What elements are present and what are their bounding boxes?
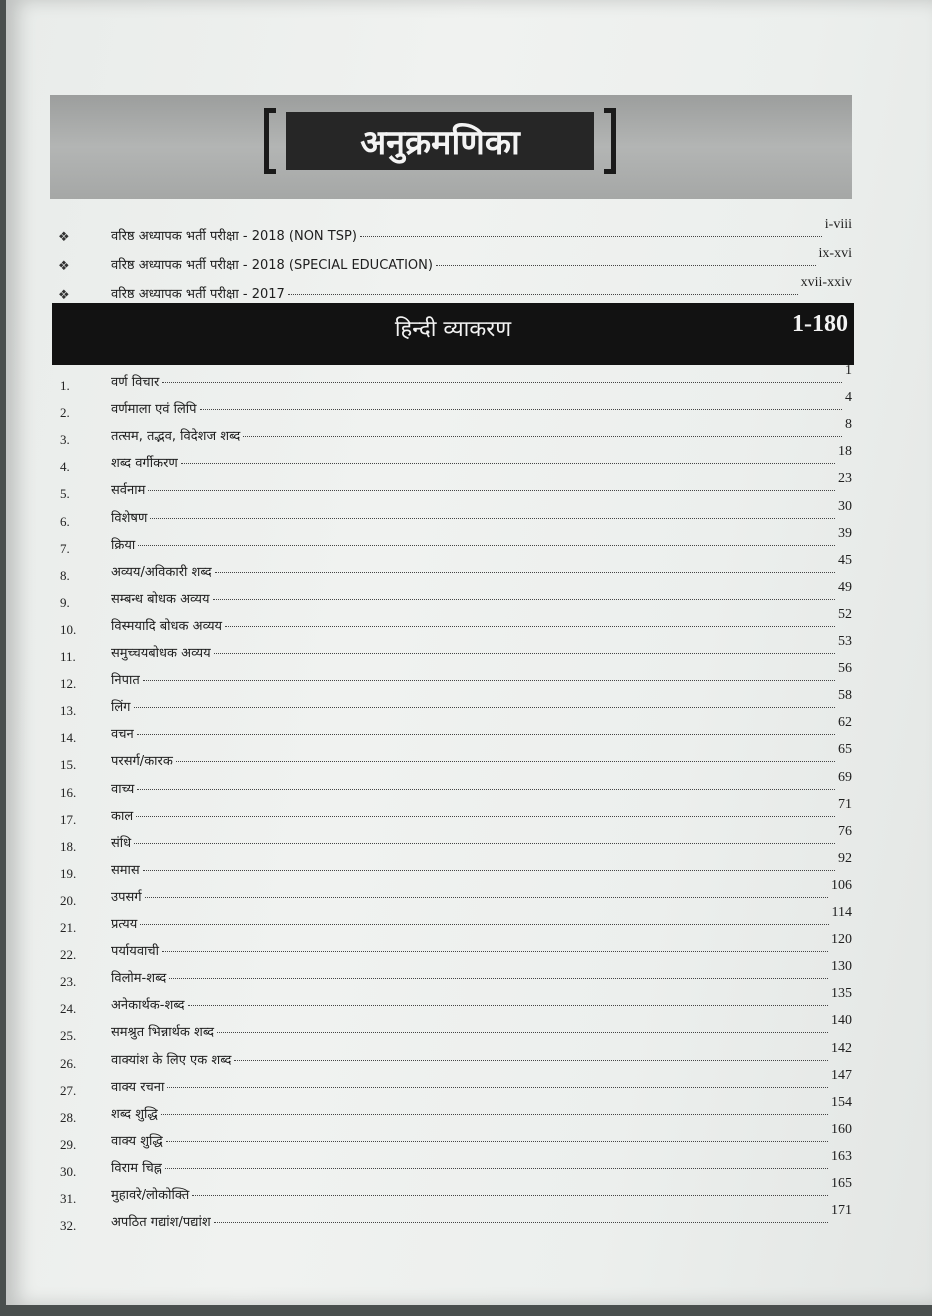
toc-entry-label: विस्मयादि बोधक अव्यय bbox=[111, 619, 223, 634]
chapter-number: 10. bbox=[60, 622, 77, 637]
chapter-row bbox=[6, 715, 866, 748]
toc-entry bbox=[111, 275, 852, 303]
chapter-row bbox=[6, 824, 866, 857]
chapter-number: 25. bbox=[60, 1028, 77, 1043]
toc-page-number: 23 bbox=[838, 471, 852, 486]
toc-entry-label: सम्बन्ध बोधक अव्यय bbox=[111, 592, 210, 607]
toc-page-number: 147 bbox=[831, 1068, 852, 1083]
toc-page-number: 114 bbox=[831, 905, 852, 920]
toc-entry-label: वर्ण विचार bbox=[111, 375, 160, 390]
chapter-row bbox=[6, 932, 866, 965]
toc-entry-label: वाक्य रचना bbox=[111, 1080, 165, 1095]
dot-leader bbox=[217, 1032, 828, 1033]
chapter-row bbox=[6, 390, 866, 423]
chapter-row bbox=[6, 1122, 866, 1155]
toc-entry-label: प्रत्यय bbox=[111, 917, 138, 932]
dot-leader bbox=[150, 518, 835, 519]
dot-leader bbox=[214, 1222, 828, 1223]
dot-leader bbox=[134, 707, 835, 708]
toc-page-number: 62 bbox=[838, 715, 852, 730]
toc-entry bbox=[111, 1149, 852, 1177]
dot-leader bbox=[134, 843, 835, 844]
chapter-number: 23. bbox=[60, 974, 77, 989]
toc-entry-label: परसर्ग/कारक bbox=[111, 754, 173, 769]
toc-page-number: 130 bbox=[831, 959, 852, 974]
dot-leader bbox=[162, 382, 842, 383]
toc-page-number: 71 bbox=[838, 797, 852, 812]
chapter-number: 31. bbox=[60, 1191, 77, 1206]
intro-item-row bbox=[6, 246, 866, 279]
toc-entry-label: तत्सम, तद्भव, विदेशज शब्द bbox=[111, 429, 241, 444]
dot-leader bbox=[162, 951, 828, 952]
chapter-number: 29. bbox=[60, 1137, 77, 1152]
toc-entry-label: मुहावरे/लोकोक्ति bbox=[111, 1188, 190, 1203]
chapter-row bbox=[6, 1068, 866, 1101]
chapter-row bbox=[6, 878, 866, 911]
toc-entry bbox=[111, 363, 852, 391]
toc-entry-label: संधि bbox=[111, 836, 132, 851]
chapter-row bbox=[6, 959, 866, 992]
toc-page-number: 69 bbox=[838, 770, 852, 785]
toc-entry-label: अपठित गद्यांश/पद्यांश bbox=[111, 1215, 211, 1230]
chapter-row bbox=[6, 1203, 866, 1236]
toc-page-number: i-viii bbox=[824, 217, 852, 232]
toc-entry-label: उपसर्ग bbox=[111, 890, 142, 905]
dot-leader bbox=[167, 1087, 828, 1088]
toc-page-number: 65 bbox=[838, 742, 852, 757]
diamond-bullet-icon: ❖ bbox=[58, 259, 70, 274]
dot-leader bbox=[169, 978, 828, 979]
dot-leader bbox=[165, 1168, 828, 1169]
toc-entry bbox=[111, 1068, 852, 1096]
chapter-row bbox=[6, 797, 866, 830]
toc-entry-label: अनेकार्थक-शब्द bbox=[111, 998, 185, 1013]
dot-leader bbox=[181, 463, 835, 464]
dot-leader bbox=[192, 1195, 828, 1196]
chapter-row bbox=[6, 661, 866, 694]
section-title: हिन्दी व्याकरण bbox=[394, 317, 512, 342]
dot-leader bbox=[360, 236, 822, 237]
toc-page-number: 1 bbox=[845, 363, 852, 378]
chapter-number: 9. bbox=[60, 595, 70, 610]
dot-leader bbox=[137, 789, 835, 790]
chapter-number: 15. bbox=[60, 757, 77, 772]
dot-leader bbox=[176, 761, 835, 762]
chapter-number: 32. bbox=[60, 1218, 77, 1233]
chapter-number: 26. bbox=[60, 1056, 77, 1071]
toc-entry bbox=[111, 1122, 852, 1150]
toc-entry-label: वरिष्ठ अध्यापक भर्ती परीक्षा - 2018 (NON TSP) bbox=[111, 229, 357, 244]
toc-entry bbox=[111, 959, 852, 987]
dot-leader bbox=[225, 626, 835, 627]
title-box bbox=[264, 108, 616, 174]
toc-page-number: 135 bbox=[831, 986, 852, 1001]
dot-leader bbox=[161, 1114, 828, 1115]
dot-leader bbox=[436, 265, 816, 266]
toc-entry bbox=[111, 742, 852, 770]
toc-page-number: 140 bbox=[831, 1013, 852, 1028]
toc-entry-label: शब्द वर्गीकरण bbox=[111, 456, 178, 471]
toc-page-number: 49 bbox=[838, 580, 852, 595]
toc-entry-label: शब्द शुद्धि bbox=[111, 1107, 158, 1122]
dot-leader bbox=[138, 545, 835, 546]
chapter-number: 6. bbox=[60, 514, 70, 529]
chapter-row bbox=[6, 1149, 866, 1182]
toc-entry-label: वाच्य bbox=[111, 782, 135, 797]
toc-entry bbox=[111, 471, 852, 499]
dot-leader bbox=[213, 599, 835, 600]
toc-entry-label: विराम चिह्न bbox=[111, 1161, 162, 1176]
dot-leader bbox=[136, 816, 835, 817]
toc-page-number: 30 bbox=[838, 499, 852, 514]
toc-entry bbox=[111, 1203, 852, 1231]
chapter-row bbox=[6, 444, 866, 477]
toc-entry-label: वाक्यांश के लिए एक शब्द bbox=[111, 1053, 232, 1068]
chapter-number: 7. bbox=[60, 541, 70, 556]
dot-leader bbox=[288, 294, 798, 295]
dot-leader bbox=[166, 1141, 828, 1142]
book-page bbox=[6, 0, 932, 1305]
chapter-number: 22. bbox=[60, 947, 77, 962]
chapter-number: 8. bbox=[60, 568, 70, 583]
toc-entry bbox=[111, 932, 852, 960]
toc-entry-label: अव्यय/अविकारी शब्द bbox=[111, 565, 212, 580]
chapter-number: 19. bbox=[60, 866, 77, 881]
toc-page-number: ix-xvi bbox=[818, 246, 852, 261]
intro-item-row bbox=[6, 217, 866, 250]
chapter-row bbox=[6, 580, 866, 613]
toc-entry bbox=[111, 553, 852, 581]
toc-entry bbox=[111, 797, 852, 825]
toc-page-number: 58 bbox=[838, 688, 852, 703]
toc-entry bbox=[111, 390, 852, 418]
chapter-number: 20. bbox=[60, 893, 77, 908]
toc-entry bbox=[111, 1013, 852, 1041]
dot-leader bbox=[234, 1060, 828, 1061]
toc-entry-label: समश्रुत भिन्नार्थक शब्द bbox=[111, 1025, 215, 1040]
toc-entry bbox=[111, 661, 852, 689]
dot-leader bbox=[145, 897, 828, 898]
toc-entry bbox=[111, 444, 852, 472]
chapter-number: 16. bbox=[60, 785, 77, 800]
chapter-number: 11. bbox=[60, 649, 76, 664]
toc-entry-label: सर्वनाम bbox=[111, 483, 146, 498]
toc-entry bbox=[111, 851, 852, 879]
toc-page-number: 8 bbox=[845, 417, 852, 432]
toc-entry bbox=[111, 688, 852, 716]
chapter-number: 28. bbox=[60, 1110, 77, 1125]
toc-page-number: xvii-xxiv bbox=[800, 275, 852, 290]
toc-page-number: 163 bbox=[831, 1149, 852, 1164]
dot-leader bbox=[140, 924, 828, 925]
dot-leader bbox=[143, 680, 835, 681]
toc-entry bbox=[111, 246, 852, 274]
toc-page-number: 52 bbox=[838, 607, 852, 622]
toc-entry bbox=[111, 580, 852, 608]
chapter-row bbox=[6, 499, 866, 532]
toc-page-number: 56 bbox=[838, 661, 852, 676]
toc-page-number: 76 bbox=[838, 824, 852, 839]
toc-entry bbox=[111, 499, 852, 527]
toc-entry-label: समुच्चयबोधक अव्यय bbox=[111, 646, 211, 661]
toc-entry-label: पर्यायवाची bbox=[111, 944, 160, 959]
chapter-row bbox=[6, 553, 866, 586]
chapter-row bbox=[6, 688, 866, 721]
dot-leader bbox=[243, 436, 842, 437]
toc-page-number: 165 bbox=[831, 1176, 852, 1191]
chapter-number: 30. bbox=[60, 1164, 77, 1179]
toc-page-number: 4 bbox=[845, 390, 852, 405]
chapter-number: 27. bbox=[60, 1083, 77, 1098]
page-title: अनुक्रमणिका bbox=[286, 112, 594, 170]
chapter-number: 14. bbox=[60, 730, 77, 745]
toc-entry-label: विलोम-शब्द bbox=[111, 971, 167, 986]
chapter-row bbox=[6, 471, 866, 504]
chapter-row bbox=[6, 905, 866, 938]
chapter-row bbox=[6, 363, 866, 396]
chapter-row bbox=[6, 607, 866, 640]
toc-entry bbox=[111, 417, 852, 445]
left-bracket bbox=[264, 108, 276, 174]
chapter-number: 1. bbox=[60, 378, 70, 393]
chapter-number: 17. bbox=[60, 812, 77, 827]
toc-entry-label: विशेषण bbox=[111, 511, 148, 526]
section-page-range: 1-180 bbox=[792, 311, 848, 337]
toc-entry-label: वरिष्ठ अध्यापक भर्ती परीक्षा - 2017 bbox=[111, 287, 285, 302]
chapter-number: 2. bbox=[60, 405, 70, 420]
toc-page-number: 92 bbox=[838, 851, 852, 866]
toc-page-number: 106 bbox=[831, 878, 852, 893]
chapter-row bbox=[6, 986, 866, 1019]
dot-leader bbox=[200, 409, 842, 410]
toc-entry bbox=[111, 526, 852, 554]
toc-entry bbox=[111, 986, 852, 1014]
toc-page-number: 53 bbox=[838, 634, 852, 649]
chapter-number: 24. bbox=[60, 1001, 77, 1016]
section-header bbox=[52, 303, 854, 365]
toc-entry-label: वर्णमाला एवं लिपि bbox=[111, 402, 197, 417]
chapter-row bbox=[6, 526, 866, 559]
diamond-bullet-icon: ❖ bbox=[58, 288, 70, 303]
toc-page-number: 39 bbox=[838, 526, 852, 541]
chapter-row bbox=[6, 417, 866, 450]
chapter-row bbox=[6, 851, 866, 884]
toc-entry bbox=[111, 905, 852, 933]
toc-page-number: 18 bbox=[838, 444, 852, 459]
toc-entry bbox=[111, 1041, 852, 1069]
toc-page-number: 120 bbox=[831, 932, 852, 947]
chapter-row bbox=[6, 1095, 866, 1128]
dot-leader bbox=[215, 572, 835, 573]
chapter-number: 18. bbox=[60, 839, 77, 854]
toc-page-number: 160 bbox=[831, 1122, 852, 1137]
chapter-number: 21. bbox=[60, 920, 77, 935]
chapter-number: 3. bbox=[60, 432, 70, 447]
toc-page-number: 45 bbox=[838, 553, 852, 568]
chapter-number: 4. bbox=[60, 459, 70, 474]
chapter-row bbox=[6, 1041, 866, 1074]
right-bracket bbox=[604, 108, 616, 174]
chapter-row bbox=[6, 1013, 866, 1046]
toc-entry bbox=[111, 1095, 852, 1123]
toc-page-number: 154 bbox=[831, 1095, 852, 1110]
toc-entry bbox=[111, 770, 852, 798]
toc-entry-label: निपात bbox=[111, 673, 140, 688]
toc-entry-label: क्रिया bbox=[111, 538, 136, 553]
chapter-number: 12. bbox=[60, 676, 77, 691]
toc-entry bbox=[111, 878, 852, 906]
toc-entry-label: काल bbox=[111, 809, 134, 824]
toc-entry-label: समास bbox=[111, 863, 140, 878]
chapter-row bbox=[6, 742, 866, 775]
toc-entry bbox=[111, 715, 852, 743]
chapter-row bbox=[6, 1176, 866, 1209]
toc-entry bbox=[111, 1176, 852, 1204]
toc-entry bbox=[111, 824, 852, 852]
dot-leader bbox=[214, 653, 835, 654]
toc-entry bbox=[111, 607, 852, 635]
toc-entry-label: वचन bbox=[111, 727, 134, 742]
dot-leader bbox=[148, 490, 835, 491]
toc-entry-label: वाक्य शुद्धि bbox=[111, 1134, 163, 1149]
chapter-row bbox=[6, 770, 866, 803]
chapter-row bbox=[6, 634, 866, 667]
diamond-bullet-icon: ❖ bbox=[58, 230, 70, 245]
toc-entry bbox=[111, 217, 852, 245]
chapter-number: 13. bbox=[60, 703, 77, 718]
toc-page-number: 171 bbox=[831, 1203, 852, 1218]
dot-leader bbox=[137, 734, 835, 735]
toc-entry-label: वरिष्ठ अध्यापक भर्ती परीक्षा - 2018 (SPECIAL EDUCATION) bbox=[111, 258, 433, 273]
dot-leader bbox=[188, 1005, 828, 1006]
dot-leader bbox=[143, 870, 835, 871]
toc-entry bbox=[111, 634, 852, 662]
toc-page-number: 142 bbox=[831, 1041, 852, 1056]
toc-entry-label: लिंग bbox=[111, 700, 131, 715]
chapter-number: 5. bbox=[60, 486, 70, 501]
